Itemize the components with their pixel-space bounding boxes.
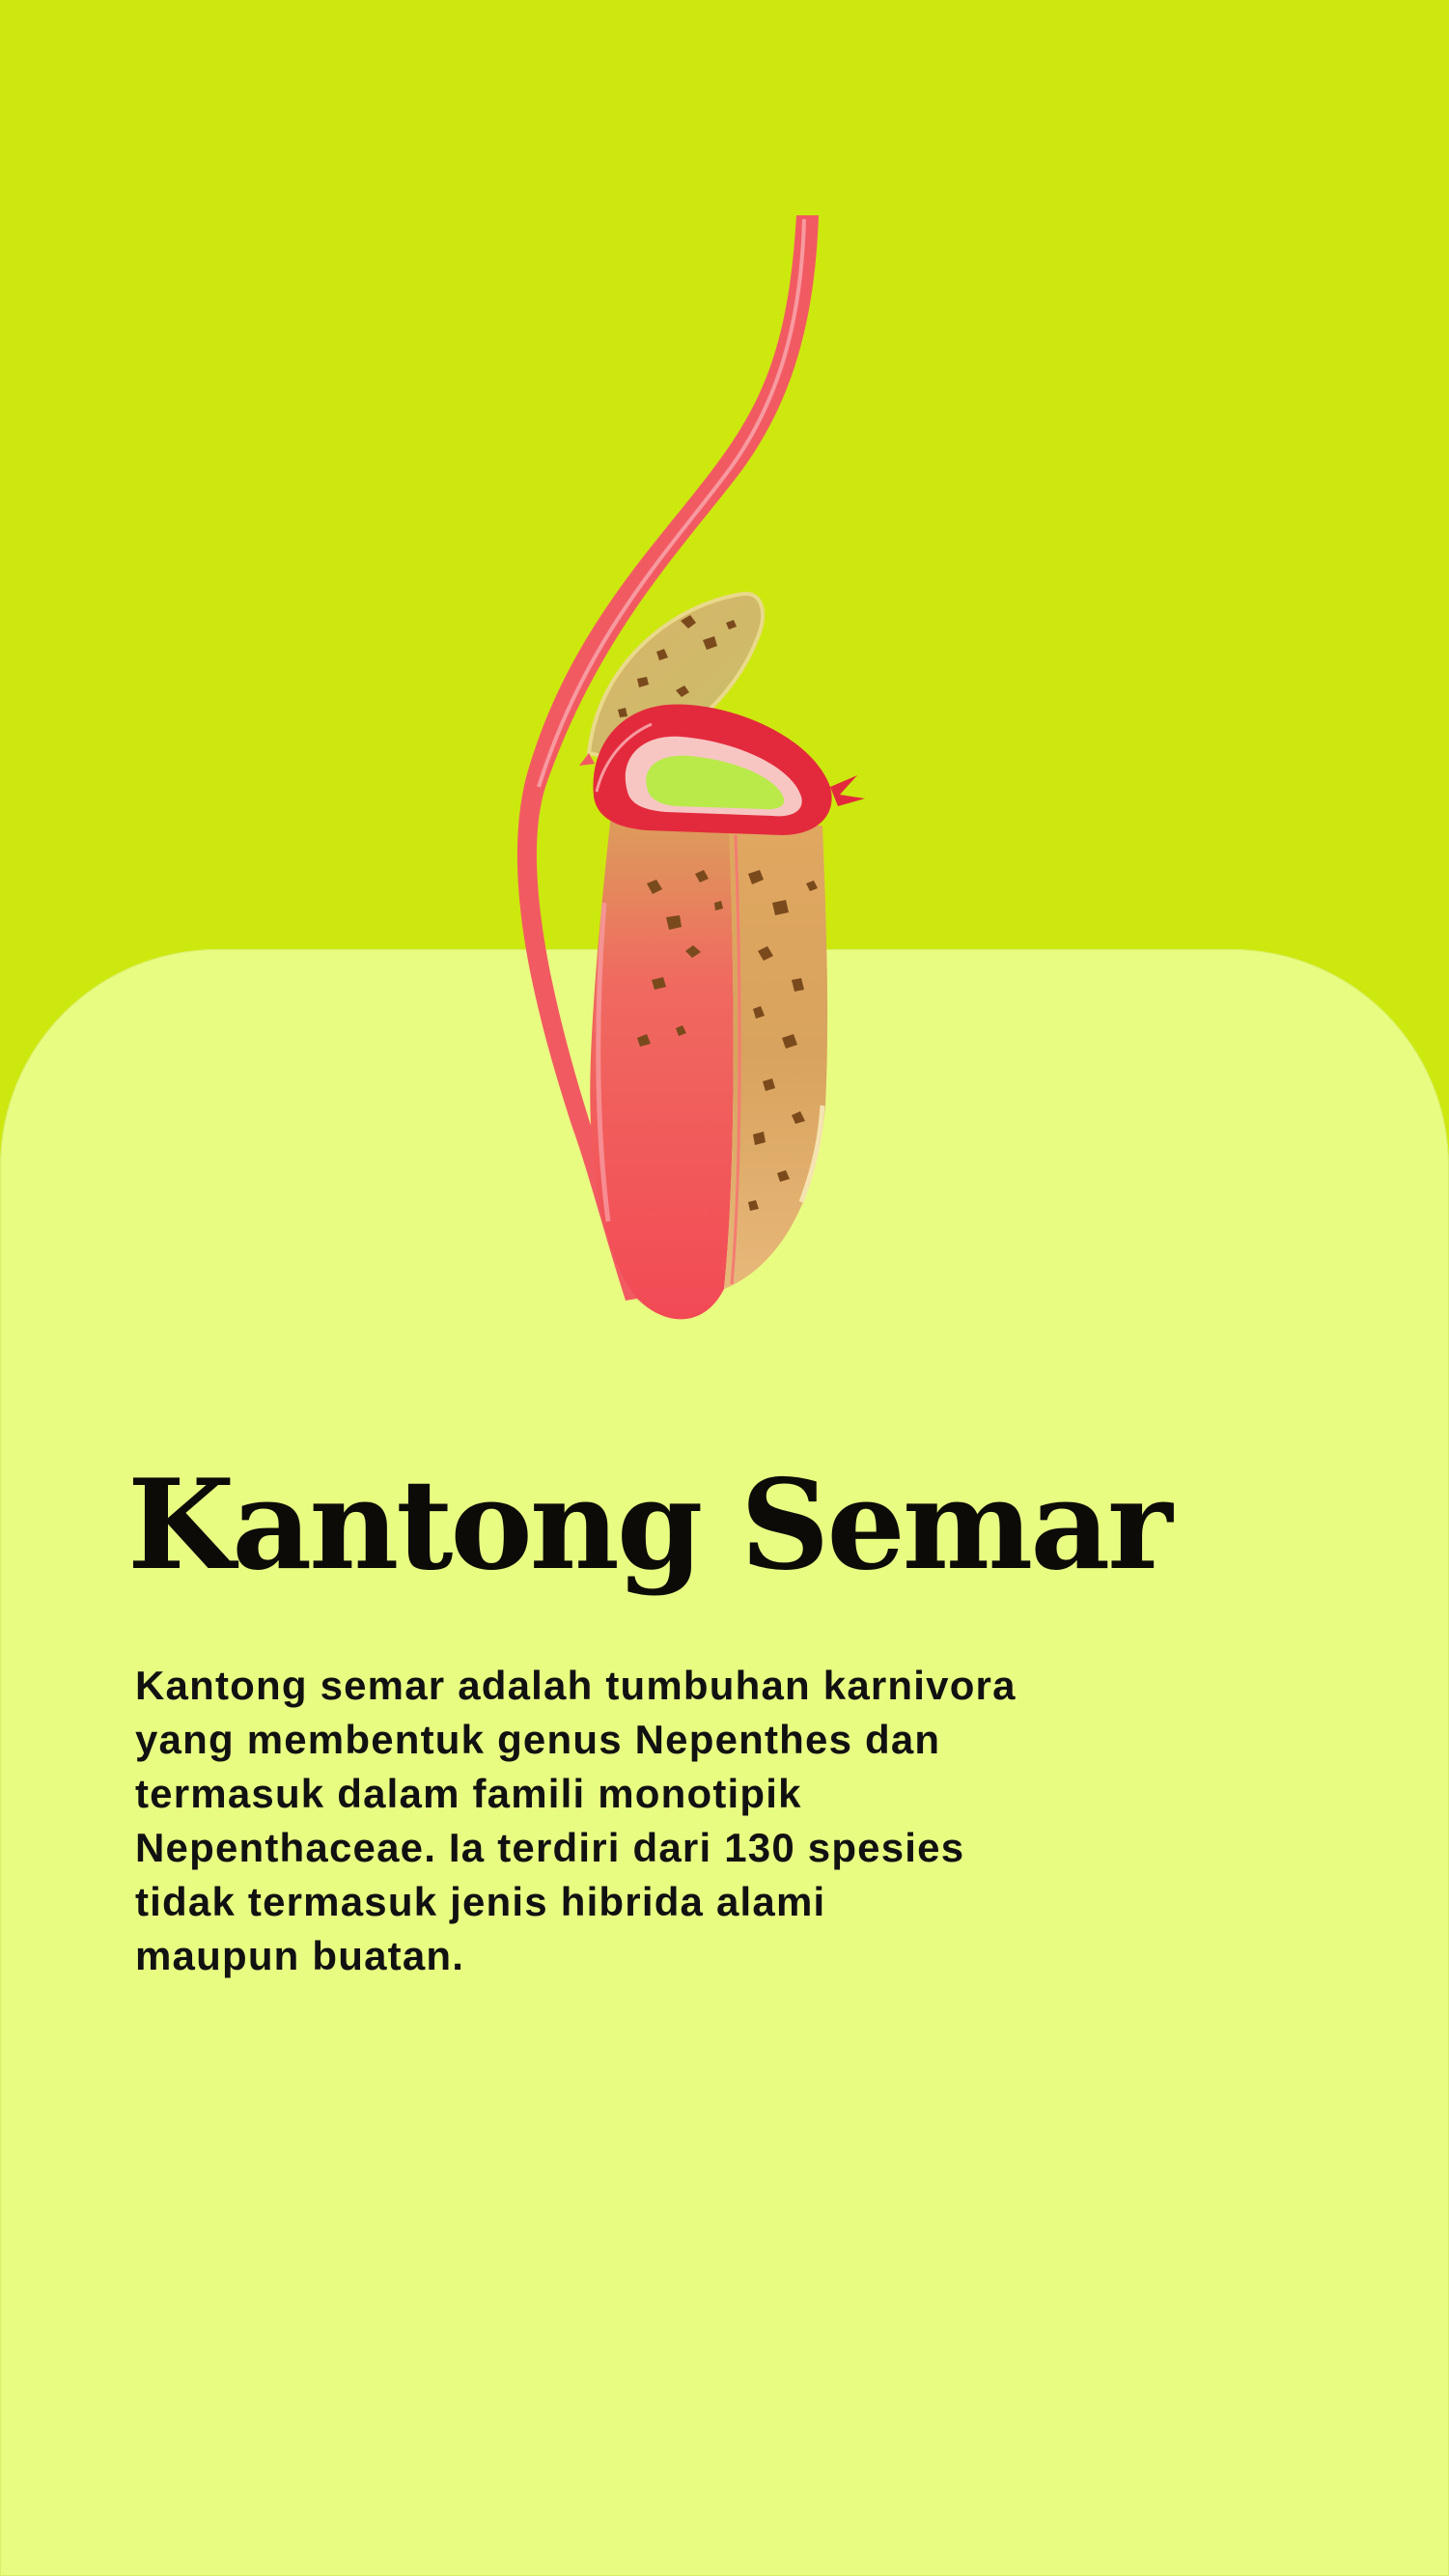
- description-text: [135, 1659, 1409, 1983]
- description-line: maupun buatan.: [135, 1933, 465, 1978]
- page-title: Kantong Semar: [127, 1453, 1170, 1598]
- description-line: Nepenthaceae. Ia terdiri dari 130 spesies: [135, 1825, 965, 1870]
- pitcher-plant-icon: [483, 208, 888, 1405]
- description-line: Kantong semar adalah tumbuhan karnivora: [135, 1663, 1017, 1708]
- description-line: yang membentuk genus Nepenthes dan: [135, 1717, 941, 1762]
- description-line: tidak termasuk jenis hibrida alami: [135, 1879, 826, 1924]
- description-line: termasuk dalam famili monotipik: [135, 1771, 802, 1816]
